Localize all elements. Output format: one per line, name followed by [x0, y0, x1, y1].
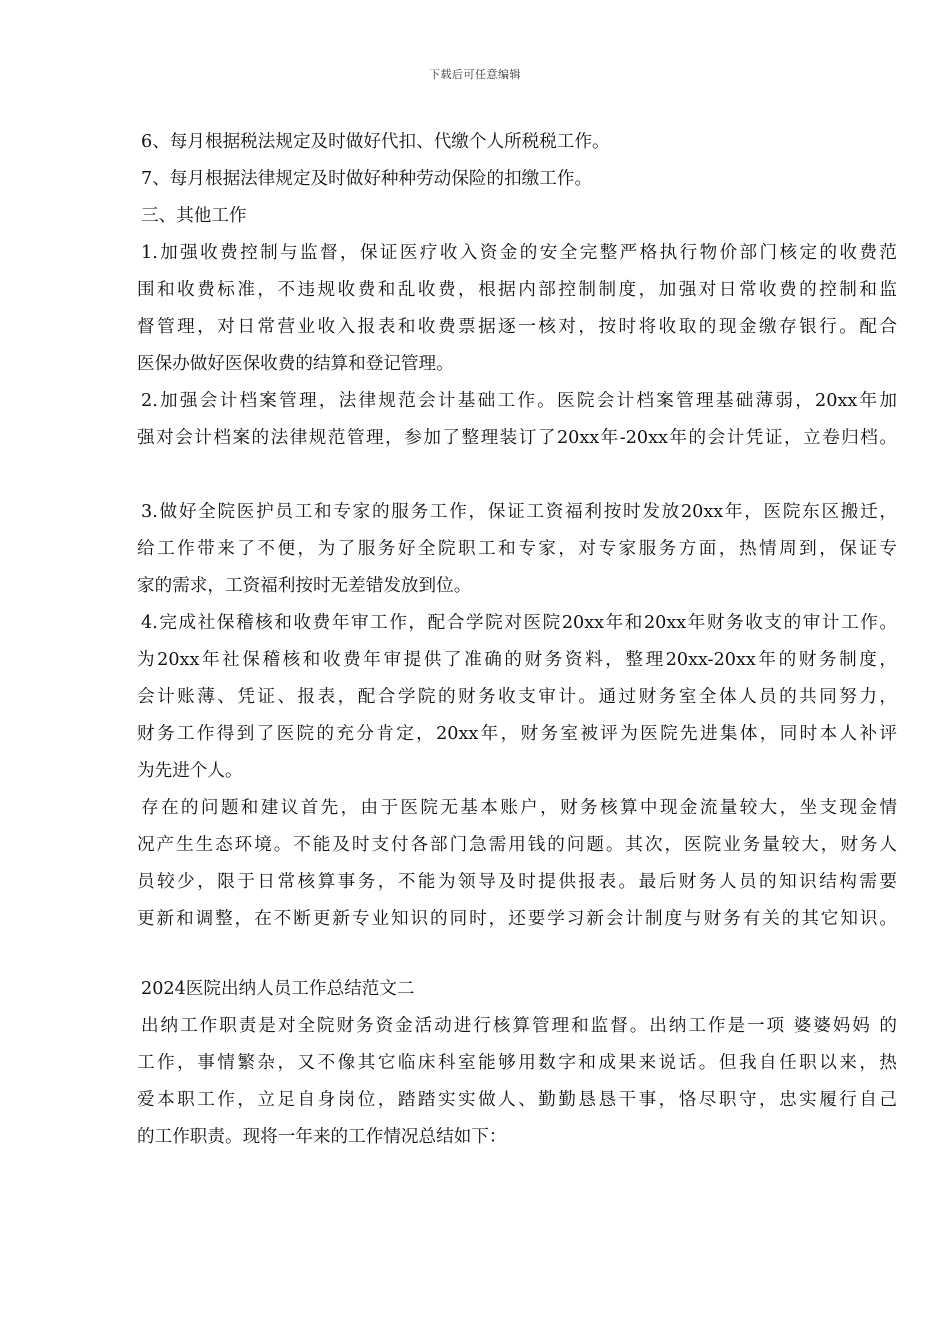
text-line: 4.完成社保稽核和收费年审工作，配合学院对医院20xx年和20xx年财务收支的审计工作。 [141, 613, 897, 633]
text-line: 1.加强收费控制与监督，保证医疗收入资金的安全完整严格执行物价部门核定的收费范 [141, 243, 897, 263]
text-line: 家的需求，工资福利按时无差错发放到位。 [137, 576, 472, 596]
text-line: 爱本职工作，立足自身岗位，踏踏实实做人、勤勤恳恳干事，恪尽职守，忠实履行自己 [137, 1090, 897, 1110]
text-line: 强对会计档案的法律规范管理，参加了整理装订了20xx年-20xx年的会计凭证，立卷归档。 [137, 428, 897, 448]
text-line: 医保办做好医保收费的结算和登记管理。 [137, 354, 454, 374]
section-title: 2024医院出纳人员工作总结范文二 [141, 979, 415, 999]
text-line: 3.做好全院医护员工和专家的服务工作，保证工资福利按时发放20xx年，医院东区搬迁， [141, 502, 897, 522]
text-line: 工作，事情繁杂，又不像其它临床科室能够用数字和成果来说话。但我自任职以来，热 [137, 1053, 897, 1073]
text-line: 况产生生态环境。不能及时支付各部门急需用钱的问题。其次，医院业务量较大，财务人 [137, 835, 897, 855]
text-line: 2.加强会计档案管理，法律规范会计基础工作。医院会计档案管理基础薄弱，20xx年加 [141, 391, 897, 411]
text-line: 的工作职责。现将一年来的工作情况总结如下： [137, 1127, 507, 1147]
text-line: 督管理，对日常营业收入报表和收费票据逐一核对，按时将收取的现金缴存银行。配合 [137, 317, 897, 337]
text-line: 为20xx年社保稽核和收费年审提供了准确的财务资料，整理20xx-20xx年的财务制度， [137, 650, 897, 670]
header-note: 下载后可任意编辑 [429, 68, 521, 81]
text-line: 6、每月根据税法规定及时做好代扣、代缴个人所税税工作。 [141, 132, 610, 152]
text-line: 围和收费标准，不违规收费和乱收费，根据内部控制制度，加强对日常收费的控制和监 [137, 280, 897, 300]
text-line: 为先进个人。 [137, 761, 243, 781]
text-line: 给工作带来了不便，为了服务好全院职工和专家，对专家服务方面，热情周到，保证专 [137, 539, 897, 559]
document-body [137, 124, 897, 1156]
paragraph-gap [137, 457, 897, 494]
text-line: 存在的问题和建议首先，由于医院无基本账户，财务核算中现金流量较大，坐支现金情 [141, 798, 897, 818]
text-line: 会计账薄、凭证、报表，配合学院的财务收支审计。通过财务室全体人员的共同努力， [137, 687, 897, 707]
paragraph-gap [137, 938, 897, 971]
text-line: 7、每月根据法律规定及时做好种种劳动保险的扣缴工作。 [141, 169, 593, 189]
text-line: 更新和调整，在不断更新专业知识的同时，还要学习新会计制度与财务有关的其它知识。 [137, 909, 897, 929]
section-heading: 三、其他工作 [141, 206, 247, 226]
text-line: 出纳工作职责是对全院财务资金活动进行核算管理和监督。出纳工作是一项 婆婆妈妈 的 [141, 1016, 897, 1036]
text-line: 员较少，限于日常核算事务，不能为领导及时提供报表。最后财务人员的知识结构需要 [137, 872, 897, 892]
text-line: 财务工作得到了医院的充分肯定，20xx年，财务室被评为医院先进集体，同时本人补评 [137, 724, 897, 744]
